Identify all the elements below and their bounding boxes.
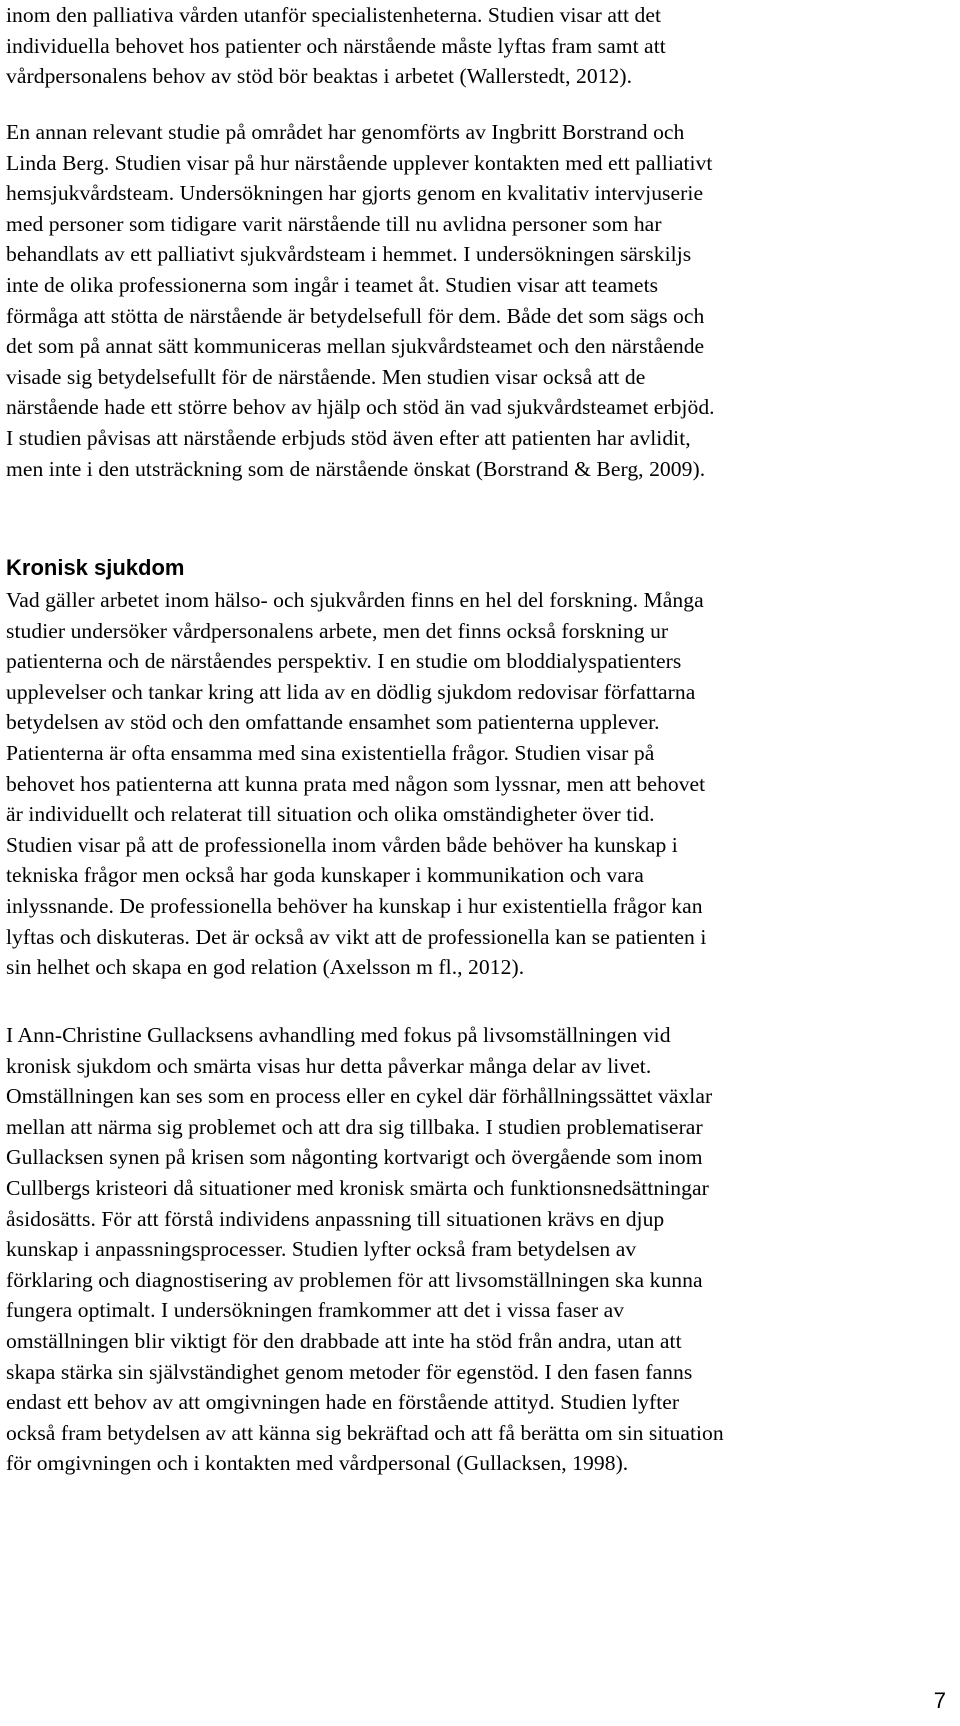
paragraph-gullacksen-thesis: I Ann-Christine Gullacksens avhandling med fokus på livsomställningen vid kronisk sjukdom och smärta visas hur detta påverkar många delar av livet. Omställningen kan ses som en process eller en cykel där förhållningssättet växlar mellan att närma sig problemet och att dra sig tillbaka. I studien problematiserar Gullacksen synen på krisen som någonting kortvarigt och övergående som inom Cullbergs kristeori då situationer med kronisk smärta och funktionsnedsättningar åsidosätts. För att förstå individens anpassning till situationen krävs en djup kunskap i anpassningsprocesser. Studien lyfter också fram betydelsen av förklaring och diagnostisering av problemen för att livsomställningen ska kunna fungera optimalt. I undersökningen framkommer att det i vissa faser av omställningen blir viktigt för den drabbade att inte ha stöd från andra, utan att skapa stärka sin självständighet genom metoder för egenstöd. I den fasen fanns endast ett behov av att omgivningen hade en förstående attityd. Studien lyfter också fram betydelsen av att känna sig bekräftad och att få berätta om sin situation för omgivningen och i kontakten med vårdpersonal (Gullacksen, 1998). bbox=[6, 1023, 724, 1476]
section-heading-kronisk-sjukdom: Kronisk sjukdom bbox=[6, 555, 185, 580]
page-number: 7 bbox=[933, 1688, 946, 1713]
paragraph-palliative-care-intro: inom den palliativa vården utanför specialistenheterna. Studien visar att det individuella behovet hos patienter och närstående måste lyftas fram samt att vårdpersonalens behov av stöd bör beaktas i arbetet (Wallerstedt, 2012). bbox=[6, 3, 666, 89]
paragraph-borstrand-berg-study: En annan relevant studie på området har genomförts av Ingbritt Borstrand och Linda Berg. Studien visar på hur närstående upplever kontakten med ett palliativt hemsjukvårdsteam. Undersökningen har gjorts genom en kvalitativ intervjuserie med personer som tidigare varit närstående till nu avlidna personer som har behandlats av ett palliativt sjukvårdsteam i hemmet. I undersökningen särskiljs inte de olika professionerna som ingår i teamet åt. Studien visar att teamets förmåga att stötta de närstående är betydelsefull för dem. Både det som sägs och det som på annat sätt kommuniceras mellan sjukvårdsteamet och den närstående visade sig betydelsefullt för de närstående. Men studien visar också att de närstående hade ett större behov av hjälp och stöd än vad sjukvårdsteamet erbjöd. I studien påvisas att närstående erbjuds stöd även efter att patienten har avlidit, men inte i den utsträckning som de närstående önskat (Borstrand & Berg, 2009). bbox=[6, 120, 715, 481]
paragraph-dialysis-study: Vad gäller arbetet inom hälso- och sjukvården finns en hel del forskning. Många studier undersöker vårdpersonalens arbete, men det finns också forskning ur patienterna och de närståendes perspektiv. I en studie om bloddialyspatienters upplevelser och tankar kring att lida av en dödlig sjukdom redovisar författarna betydelsen av stöd och den omfattande ensamhet som patienterna upplever. Patienterna är ofta ensamma med sina existentiella frågor. Studien visar på behovet hos patienterna att kunna prata med någon som lyssnar, men att behovet är individuellt och relaterat till situation och olika omständigheter över tid. Studien visar på att de professionella inom vården både behöver ha kunskap i tekniska frågor men också har goda kunskaper i kommunikation och vara inlyssnande. De professionella behöver ha kunskap i hur existentiella frågor kan lyftas och diskuteras. Det är också av vikt att de professionella kan se patienten i sin helhet och skapa en god relation (Axelsson m fl., 2012). bbox=[6, 588, 707, 980]
